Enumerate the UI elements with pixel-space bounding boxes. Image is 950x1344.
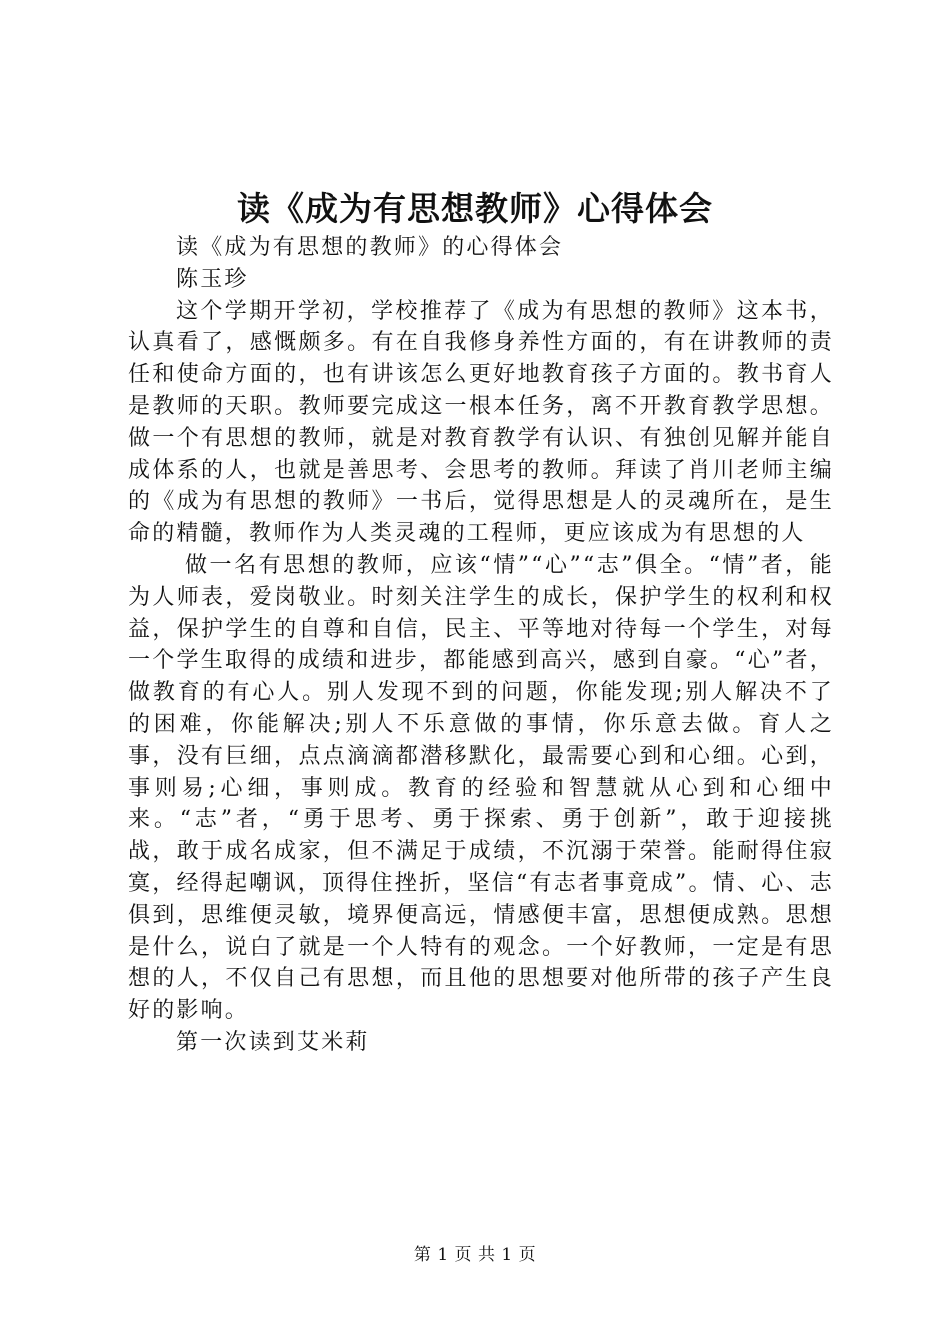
paragraph-3: 第一次读到艾米莉 bbox=[176, 1029, 370, 1055]
page-footer: 第 1 页 共 1 页 bbox=[413, 1245, 537, 1265]
paragraph-1: 这个学期开学初，学校推荐了《成为有思想的教师》这本书，认真看了，感慨颇多。有在自我修身养性方面的，有在讲教师的责任和使命方面的，也有讲该怎么更好地教育孩子方面的。教书育人是教师的天职。教师要完成这一根本任务，离不开教育教学思想。做一个有思想的教师，就是对教育教学有认识、有独创见解并能自成体系的人，也就是善思考、会思考的教师。拜读了肖川老师主编的《成为有思想的教师》一书后，觉得思想是人的灵魂所在，是生命的精髓，教师作为人类灵魂的工程师，更应该成为有思想的人 bbox=[128, 298, 834, 547]
author-line: 陈玉珍 bbox=[176, 266, 249, 292]
document-title: 读《成为有思想教师》心得体会 bbox=[237, 189, 713, 228]
subtitle-line: 读《成为有思想的教师》的心得体会 bbox=[176, 235, 564, 260]
paragraph-2: 做一名有思想的教师，应该“情”“心”“志”俱全。“情”者，能为人师表，爱岗敬业。时刻关注学生的成长，保护学生的权利和权益，保护学生的自尊和自信，民主、平等地对待每一个学生，对每一个学生取得的成绩和进步，都能感到高兴，感到自豪。“心”者，做教育的有心人。别人发现不到的问题，你能发现;别人解决不了的困难，你能解决;别人不乐意做的事情，你乐意去做。育人之事，没有巨细，点点滴滴都潜移默化，最需要心到和心细。心到，事则易;心细，事则成。教育的经验和智慧就从心到和心细中来。“志”者，“勇于思考、勇于探索、勇于创新”，敢于迎接挑战，敢于成名成家，但不满足于成绩，不沉溺于荣誉。能耐得住寂寞，经得起嘲讽，顶得住挫折，坚信“有志者事竟成”。情、心、志俱到，思维便灵敏，境界便高远，情感便丰富，思想便成熟。思想是什么，说白了就是一个人特有的观念。一个好教师，一定是有思想的人，不仅自己有思想，而且他的思想要对他所带的孩子产生良好的影响。 bbox=[128, 552, 834, 1024]
document-body bbox=[128, 232, 834, 1059]
